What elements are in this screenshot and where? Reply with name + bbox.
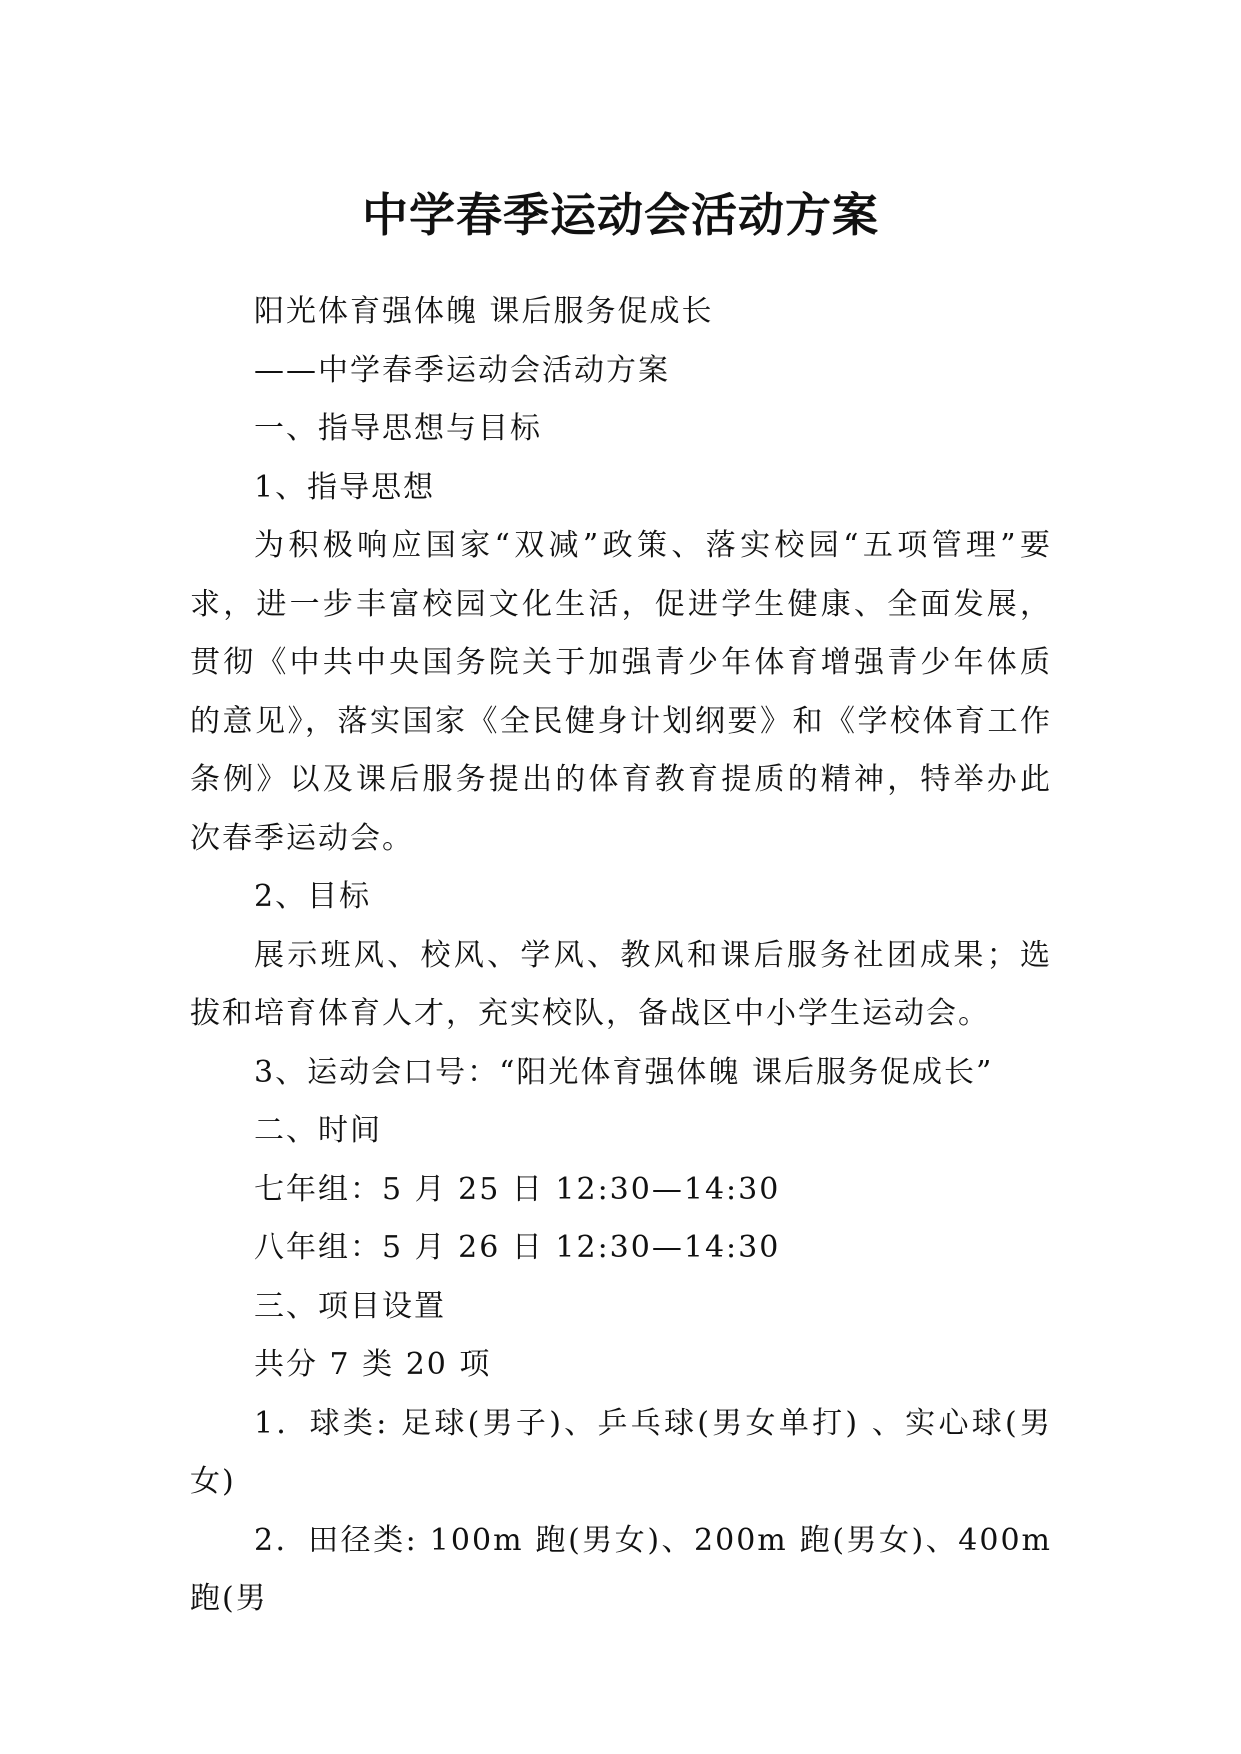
document-title: 中学春季运动会活动方案 bbox=[362, 187, 879, 242]
subheading-goals: 2、目标 bbox=[254, 879, 372, 914]
section-heading-time: 二、时间 bbox=[254, 1113, 382, 1148]
events-track-and-field: 2．田径类: 100m 跑(男女)、200m 跑(男女)、400m 跑(男 bbox=[190, 1522, 1052, 1616]
subheading-guiding-thought: 1、指导思想 bbox=[254, 469, 436, 505]
events-ball-games: 1．球类: 足球(男子)、乒乓球(男女单打) 、实心球(男女) bbox=[190, 1405, 1052, 1499]
paragraph-guiding-thought: 为积极响应国家“双减”政策、落实校园“五项管理”要求，进一步丰富校园文化生活，促进学生健康、全面发展，贯彻《中共中央国务院关于加强青少年体育增强青少年体质的意见》，落实国家《全民健身计划纲要》和《学校体育工作条例》以及课后服务提出的体育教育提质的精神，特举办此次春季运动会。 bbox=[190, 528, 1052, 856]
schedule-grade-eight: 八年组：5 月 26 日 12:30—14:30 bbox=[254, 1230, 781, 1265]
subtitle-plan-name: ——中学春季运动会活动方案 bbox=[254, 352, 670, 388]
section-heading-events: 三、项目设置 bbox=[254, 1288, 446, 1324]
paragraph-slogan: 3、运动会口号：“阳光体育强体魄 课后服务促成长” bbox=[254, 1054, 994, 1090]
paragraph-goals: 展示班风、校风、学风、教风和课后服务社团成果；选拔和培育体育人才，充实校队，备战区中小学生运动会。 bbox=[190, 937, 1052, 1031]
events-summary: 共分 7 类 20 项 bbox=[254, 1347, 492, 1382]
schedule-grade-seven: 七年组：5 月 25 日 12:30—14:30 bbox=[254, 1171, 781, 1207]
document-body bbox=[190, 283, 1052, 1629]
subtitle-slogan: 阳光体育强体魄 课后服务促成长 bbox=[254, 294, 714, 329]
section-heading-guiding-ideas: 一、指导思想与目标 bbox=[254, 411, 542, 446]
